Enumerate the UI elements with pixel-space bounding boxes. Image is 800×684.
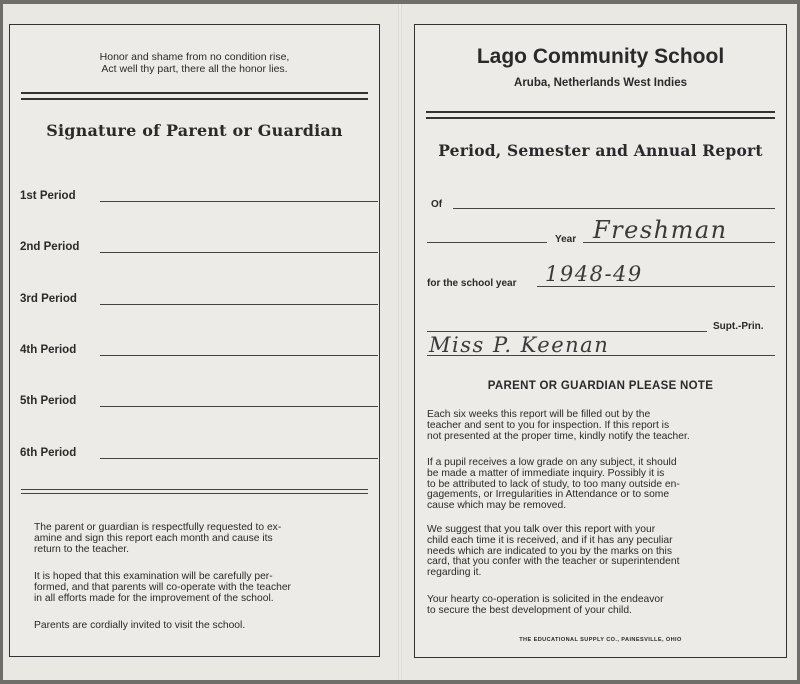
left-note-3 (34, 621, 357, 632)
teacher-value: Miss P. Keenan (429, 333, 610, 357)
school-year-value: 1948-49 (545, 262, 643, 286)
period-1-row (20, 190, 370, 206)
left-note-1-line-3: return to the teacher. (34, 543, 130, 555)
printer-imprint: THE EDUCATIONAL SUPPLY CO., PAINESVILLE, OHIO (519, 637, 682, 643)
right-note-4 (427, 595, 775, 617)
year-prefix-line (427, 242, 547, 243)
school-year-label: for the school year (427, 278, 517, 289)
school-year-line (537, 286, 775, 287)
left-note-2 (34, 572, 357, 604)
motto-line-1: Honor and shame from no condition rise, (99, 51, 290, 63)
right-note-2-line-1: If a pupil receives a low grade on any subject, it should (427, 457, 677, 468)
right-note-3-line-3: needs which are indicated to you by the marks on this (427, 545, 672, 557)
right-note-1-line-2: teacher and sent to you for inspection. If this report is (427, 419, 670, 431)
period-2-label: 2nd Period (20, 241, 80, 254)
period-5-row (20, 395, 370, 411)
left-note-1 (34, 523, 357, 555)
period-1-signature-line (100, 201, 378, 202)
period-3-label: 3rd Period (20, 292, 77, 305)
left-note-2-line-3: in all efforts made for the improvement of the school. (34, 592, 274, 604)
period-6-signature-line (100, 458, 378, 459)
right-note-2-line-2: be made a matter of immediate inquiry. Possibly it is (427, 467, 665, 479)
period-4-row (20, 344, 370, 360)
period-6-row (20, 447, 370, 463)
right-note-2 (427, 458, 775, 512)
period-4-signature-line (100, 355, 378, 356)
period-6-label: 6th Period (20, 446, 77, 459)
note-heading: PARENT OR GUARDIAN PLEASE NOTE (487, 380, 714, 392)
period-3-row (20, 293, 370, 309)
right-note-1-line-3: not presented at the proper time, kindly notify the teacher. (427, 430, 690, 442)
right-note-3-line-2: child each time it is received, and if it has any peculiar (427, 534, 673, 546)
motto-line-2: Act well thy part, there all the honor lies. (101, 62, 288, 75)
left-panel (9, 24, 380, 657)
year-value: Freshman (593, 216, 728, 244)
left-note-1-line-1: The parent or guardian is respectfully requested to ex- (34, 522, 282, 533)
right-panel (414, 24, 787, 658)
period-5-label: 5th Period (20, 395, 77, 408)
double-divider (426, 111, 775, 119)
left-note-1-line-2: amine and sign this report each month and cause its (34, 532, 273, 544)
of-label: Of (431, 199, 443, 210)
right-note-3-line-1: We suggest that you talk over this report with your (427, 524, 656, 535)
right-note-1-line-1: Each six weeks this report will be filled out by the (427, 409, 651, 420)
period-5-signature-line (100, 406, 378, 407)
divider-bottom (21, 493, 368, 494)
double-divider (21, 92, 368, 100)
left-note-2-line-2: formed, and that parents will co-operate with the teacher (34, 581, 291, 593)
right-note-1 (427, 410, 775, 442)
right-note-2-line-5: cause which may be removed. (427, 500, 567, 512)
right-note-2-line-3: to be attributed to lack of study, to too many outside en- (427, 478, 680, 490)
motto (10, 52, 379, 75)
center-fold (398, 4, 402, 680)
period-3-signature-line (100, 304, 378, 305)
school-location: Aruba, Netherlands West Indies (514, 77, 687, 89)
period-2-row (20, 241, 370, 257)
right-note-4-line-2: to secure the best development of your child. (427, 604, 632, 616)
year-label: Year (555, 234, 577, 245)
right-note-2-line-4: gagements, or Irregularities in Attendance or to some (427, 489, 670, 501)
of-line (453, 208, 775, 209)
right-note-3-line-4: card, that you confer with the teacher or superintendent (427, 556, 680, 568)
supt-line (427, 331, 707, 332)
signature-heading: Signature of Parent or Guardian (46, 121, 343, 140)
left-note-2-line-1: It is hoped that this examination will be carefully per- (34, 571, 273, 582)
period-1-label: 1st Period (20, 190, 76, 202)
report-title: Period, Semester and Annual Report (438, 141, 763, 160)
divider-top (21, 489, 368, 490)
supt-label: Supt.-Prin. (713, 321, 764, 332)
period-4-label: 4th Period (20, 343, 77, 356)
right-note-3-line-5: regarding it. (427, 567, 482, 579)
period-2-signature-line (100, 252, 378, 253)
left-note-3-line-1: Parents are cordially invited to visit the school. (34, 620, 246, 631)
school-name: Lago Community School (476, 45, 725, 68)
right-note-4-line-1: Your hearty co-operation is solicited in the endeavor (427, 594, 664, 605)
right-note-3 (427, 525, 775, 579)
